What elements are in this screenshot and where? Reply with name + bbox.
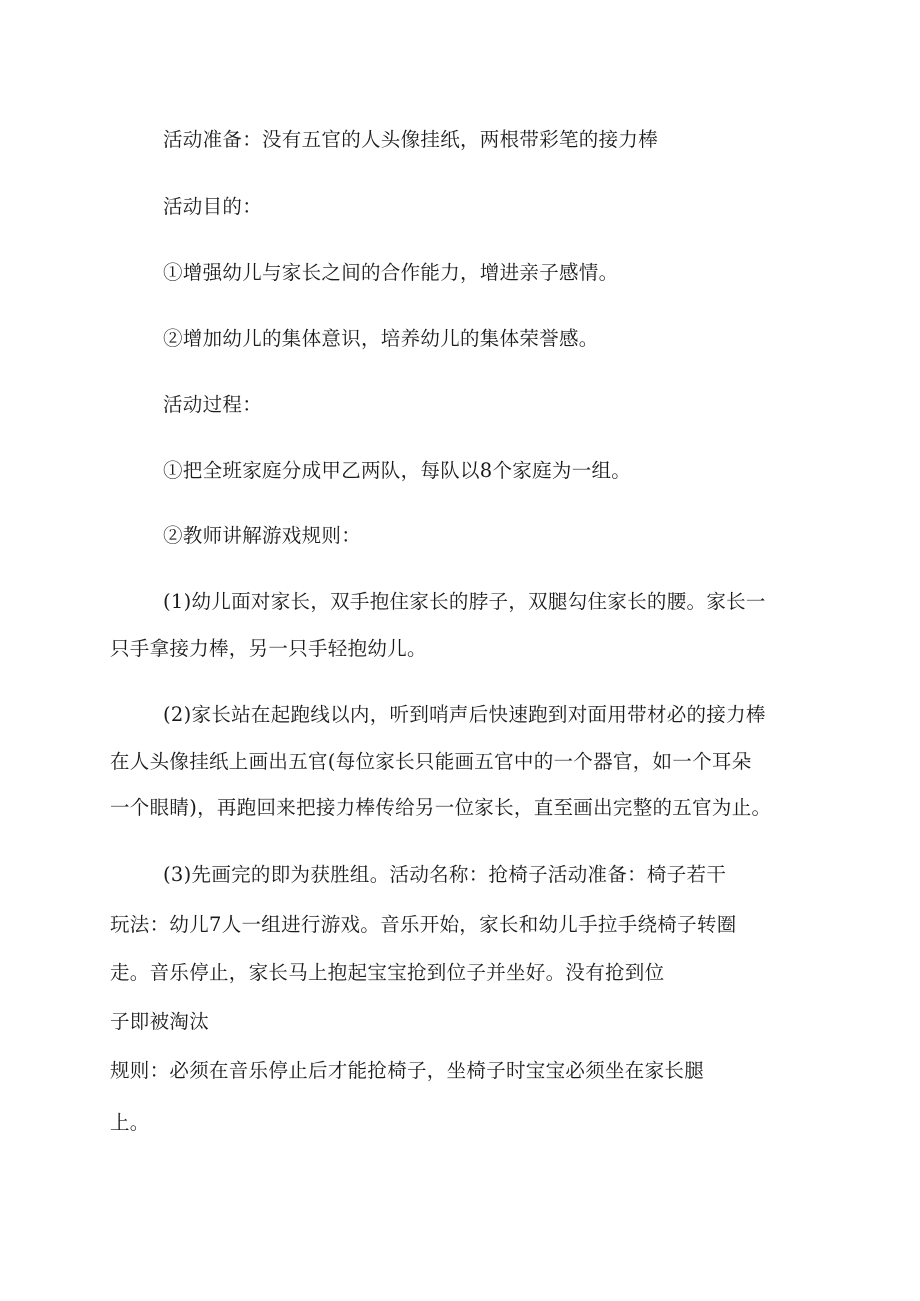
text-line-rule-1-part-2: 只手拿接力棒，另一只手轻抱幼儿。 [110, 637, 427, 660]
text-line-rule-2-part-3: 一个眼睛)，再跑回来把接力棒传给另一位家长，直至画出完整的五官为止。 [110, 796, 772, 819]
text-line-gameplay-part-3: 子即被淘汰 [110, 1010, 210, 1033]
text-line-activity-preparation: 活动准备：没有五官的人头像挂纸，两根带彩笔的接力棒 [163, 128, 659, 151]
text-line-purpose-2: ②增加幼儿的集体意识，培养幼儿的集体荣誉感。 [163, 327, 599, 350]
text-line-rule-1-part-1: (1)幼儿面对家长，双手抱住家长的脖子，双腿勾住家长的腰。家长一 [163, 590, 766, 613]
text-line-rules-part-2: 上。 [110, 1111, 150, 1134]
text-line-rules-part-1: 规则：必须在音乐停止后才能抢椅子，坐椅子时宝宝必须坐在家长腿 [110, 1059, 705, 1082]
text-line-process-1: ①把全班家庭分成甲乙两队，每队以8个家庭为一组。 [163, 459, 632, 482]
text-line-purpose-1: ①增强幼儿与家长之间的合作能力，增进亲子感情。 [163, 261, 619, 284]
text-line-process-2: ②教师讲解游戏规则： [163, 524, 362, 547]
text-line-rule-3: (3)先画完的即为获胜组。活动名称：抢椅子活动准备：椅子若干 [163, 863, 727, 886]
text-line-rule-2-part-2: 在人头像挂纸上画出五官(每位家长只能画五官中的一个器官，如一个耳朵 [110, 750, 752, 773]
text-line-activity-purpose-heading: 活动目的： [163, 195, 263, 218]
text-line-gameplay-part-2: 走。音乐停止，家长马上抱起宝宝抢到位子并坐好。没有抢到位 [110, 961, 665, 984]
text-line-rule-2-part-1: (2)家长站在起跑线以内，听到哨声后快速跑到对面用带材必的接力棒 [163, 703, 766, 726]
text-line-gameplay-part-1: 玩法：幼儿7人一组进行游戏。音乐开始，家长和幼儿手拉手绕椅子转圈 [110, 913, 737, 936]
text-line-activity-process-heading: 活动过程： [163, 393, 263, 416]
